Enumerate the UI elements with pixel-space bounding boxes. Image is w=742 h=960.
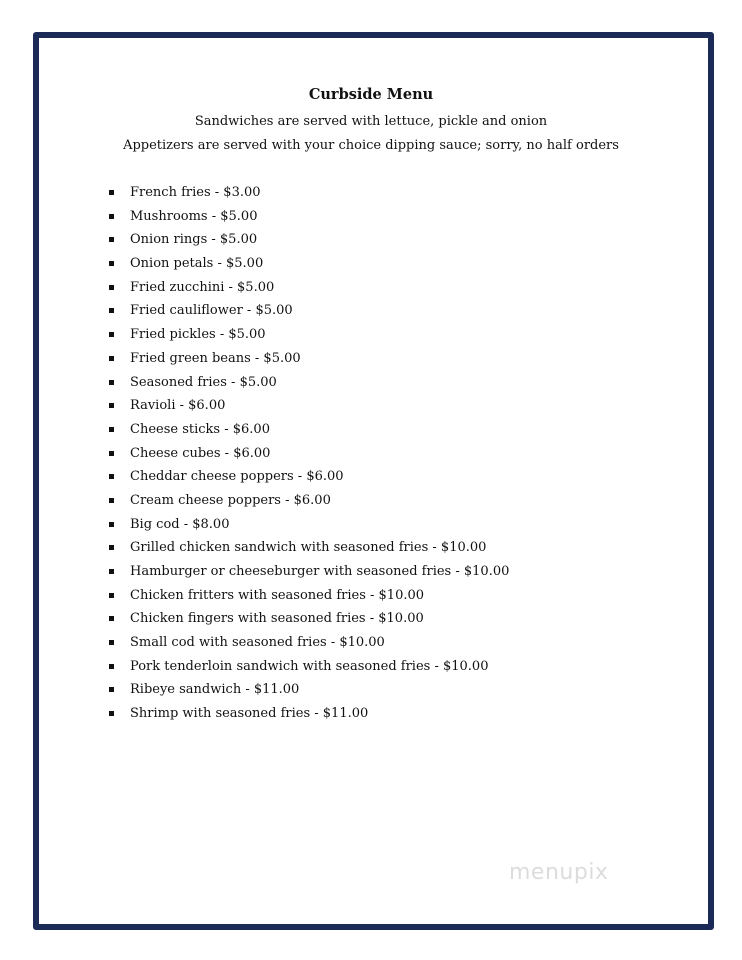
menu-item — [109, 655, 509, 679]
menu-item — [109, 323, 509, 347]
menu-item-text: Onion petals - $5.00 — [130, 256, 264, 272]
menu-item-text: Seasoned fries - $5.00 — [130, 374, 277, 390]
menu-item-text: Big cod - $8.00 — [130, 516, 230, 532]
bullet-icon — [109, 308, 114, 313]
menu-item — [109, 394, 509, 418]
bullet-icon — [109, 569, 114, 574]
bullet-icon — [109, 237, 114, 242]
menu-item — [109, 678, 509, 702]
menu-item-text: Chicken fingers with seasoned fries - $10.00 — [130, 611, 424, 627]
menu-item — [109, 228, 509, 252]
menu-item — [109, 418, 509, 442]
menu-item-text: French fries - $3.00 — [130, 185, 261, 200]
bullet-icon — [109, 664, 114, 669]
menupix-watermark: menupix — [509, 860, 609, 885]
menu-item — [109, 205, 509, 229]
menu-item-text: Fried green beans - $5.00 — [130, 350, 301, 366]
bullet-icon — [109, 711, 114, 716]
menu-item-text: Hamburger or cheeseburger with seasoned fries - $10.00 — [130, 564, 510, 579]
menu-item — [109, 607, 509, 631]
menu-item-text: Mushrooms - $5.00 — [130, 208, 258, 224]
bullet-icon — [109, 451, 114, 456]
menu-item-text: Cheddar cheese poppers - $6.00 — [130, 469, 344, 485]
menu-item-text: Cream cheese poppers - $6.00 — [130, 492, 331, 508]
menu-item — [109, 513, 509, 537]
menu-item — [109, 465, 509, 489]
menu-item-text: Ravioli - $6.00 — [130, 398, 226, 414]
menu-item-text: Ribeye sandwich - $11.00 — [130, 682, 300, 698]
menu-item-text: Cheese cubes - $6.00 — [130, 445, 271, 461]
bullet-icon — [109, 640, 114, 645]
bullet-icon — [109, 593, 114, 598]
bullet-icon — [109, 522, 114, 527]
bullet-icon — [109, 498, 114, 503]
bullet-icon — [109, 190, 114, 195]
bullet-icon — [109, 616, 114, 621]
menu-item-text: Fried pickles - $5.00 — [130, 327, 266, 343]
menu-item — [109, 560, 509, 584]
bullet-icon — [109, 427, 114, 432]
menu-item — [109, 536, 509, 560]
bullet-icon — [109, 356, 114, 361]
menu-item — [109, 276, 509, 300]
menu-item-text: Pork tenderloin sandwich with seasoned fries - $10.00 — [130, 658, 489, 674]
bullet-icon — [109, 214, 114, 219]
bullet-icon — [109, 261, 114, 266]
menu-item-text: Fried zucchini - $5.00 — [130, 279, 275, 295]
menu-item — [109, 347, 509, 371]
menu-item — [109, 631, 509, 655]
menu-item-text: Onion rings - $5.00 — [130, 232, 258, 248]
sandwich-note: Sandwiches are served with lettuce, pickle and onion — [194, 114, 548, 129]
bullet-icon — [109, 687, 114, 692]
menu-item-text: Cheese sticks - $6.00 — [130, 421, 270, 437]
menu-item — [109, 299, 509, 323]
menu-item — [109, 584, 509, 608]
menu-item-text: Chicken fritters with seasoned fries - $10.00 — [130, 587, 425, 603]
menu-item — [109, 252, 509, 276]
menu-item-list — [109, 181, 509, 726]
menu-item — [109, 442, 509, 466]
menu-item — [109, 181, 509, 205]
bullet-icon — [109, 545, 114, 550]
bullet-icon — [109, 332, 114, 337]
menu-item-text: Small cod with seasoned fries - $10.00 — [130, 635, 385, 651]
menu-item — [109, 489, 509, 513]
menu-item-text: Grilled chicken sandwich with seasoned fries - $10.00 — [130, 540, 487, 556]
menu-title: Curbside Menu — [308, 86, 434, 103]
bullet-icon — [109, 285, 114, 290]
appetizer-note: Appetizers are served with your choice dipping sauce; sorry, no half orders — [123, 138, 619, 153]
menu-item-text: Shrimp with seasoned fries - $11.00 — [130, 706, 369, 722]
bullet-icon — [109, 474, 114, 479]
menu-item-text: Fried cauliflower - $5.00 — [130, 303, 293, 319]
menu-item — [109, 371, 509, 395]
bullet-icon — [109, 403, 114, 408]
menu-item — [109, 702, 509, 726]
bullet-icon — [109, 380, 114, 385]
